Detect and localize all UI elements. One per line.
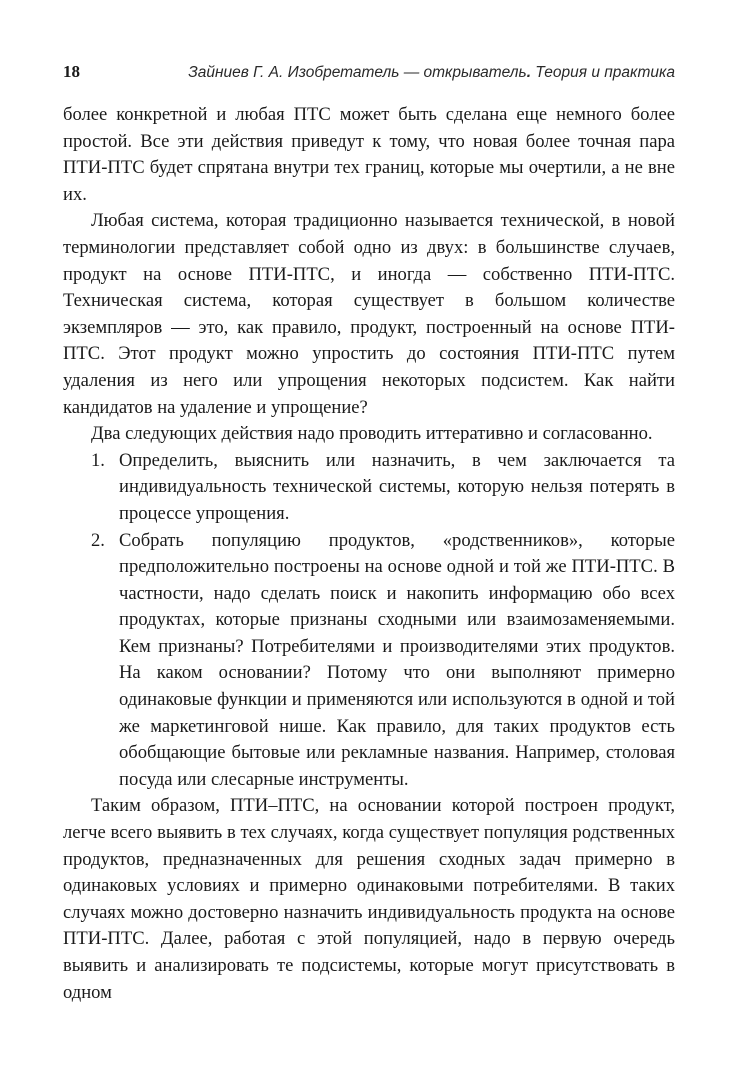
running-title — [188, 64, 675, 82]
list-item — [63, 528, 675, 794]
list-item-text: Собрать популяцию продуктов, «родственников», которые предположительно построены на основе одной и той же ПТИ-ПТС. В частности, надо сделать поиск и накопить информацию обо всех продуктах, которые признаны сходными или взаимозаменяемыми. Кем признаны? Потребителями и производителями этих продуктов. На каком основании? Потому что они выполняют примерно одинаковые функции и применяются или используются в одной и той же маркетинговой нише. Как правило, для таких продуктов есть обобщающие бытовые или рекламные названия. Например, столовая посуда или слесарные инструменты. — [119, 529, 675, 790]
paragraph-continued: более конкретной и любая ПТС может быть сделана еще немного более простой. Все эти действия приведут к тому, что новая более точная пара ПТИ-ПТС будет спрятана внутри тех границ, которые мы очертили, а не вне их. — [63, 104, 675, 205]
list-item-number: 2. — [91, 529, 105, 551]
paragraph-conclusion: Таким образом, ПТИ–ПТС, на основании которой построен продукт, легче всего выявить в тех случаях, когда существует популяция родственных продуктов, предназначенных для решения сходных задач примерно в одинаковых условиях и примерно одинаковыми потребителями. В таких случаях можно достоверно назначить индивидуальность продукта на основе ПТИ-ПТС. Далее, работая с этой популяцией, надо в первую очередь выявить и анализировать те подсистемы, которые могут присутствовать в одном — [63, 795, 675, 1003]
paragraph-technical-system: Любая система, которая традиционно называется технической, в новой терминологии представляет собой одно из двух: в большинстве случаев, продукт на основе ПТИ-ПТС, и иногда — собственно ПТИ-ПТС. Техническая система, которая существует в большом количестве экземпляров — это, как правило, продукт, построенный на основе ПТИ-ПТС. Этот продукт можно упростить до состояния ПТИ-ПТС путем удаления из него или упрощения некоторых подсистем. Как найти кандидатов на удаление и упрощение? — [63, 210, 675, 418]
page-header — [63, 62, 675, 88]
page-body — [63, 102, 675, 1006]
list-item — [63, 448, 675, 528]
running-title-main: Зайниев Г. А. Изобретатель — открыватель — [188, 64, 527, 81]
list-item-number: 1. — [91, 449, 105, 471]
paragraph-two-actions: Два следующих действия надо проводить иттеративно и согласованно. — [91, 423, 653, 445]
list-item-text: Определить, выяснить или назначить, в чем заключается та индивидуальность технической системы, которую нельзя потерять в процессе упрощения. — [119, 449, 675, 524]
numbered-list — [63, 448, 675, 794]
running-title-dot: . — [526, 64, 531, 81]
running-title-subtitle: Теория и практика — [531, 64, 675, 81]
page-number: 18 — [63, 62, 80, 81]
